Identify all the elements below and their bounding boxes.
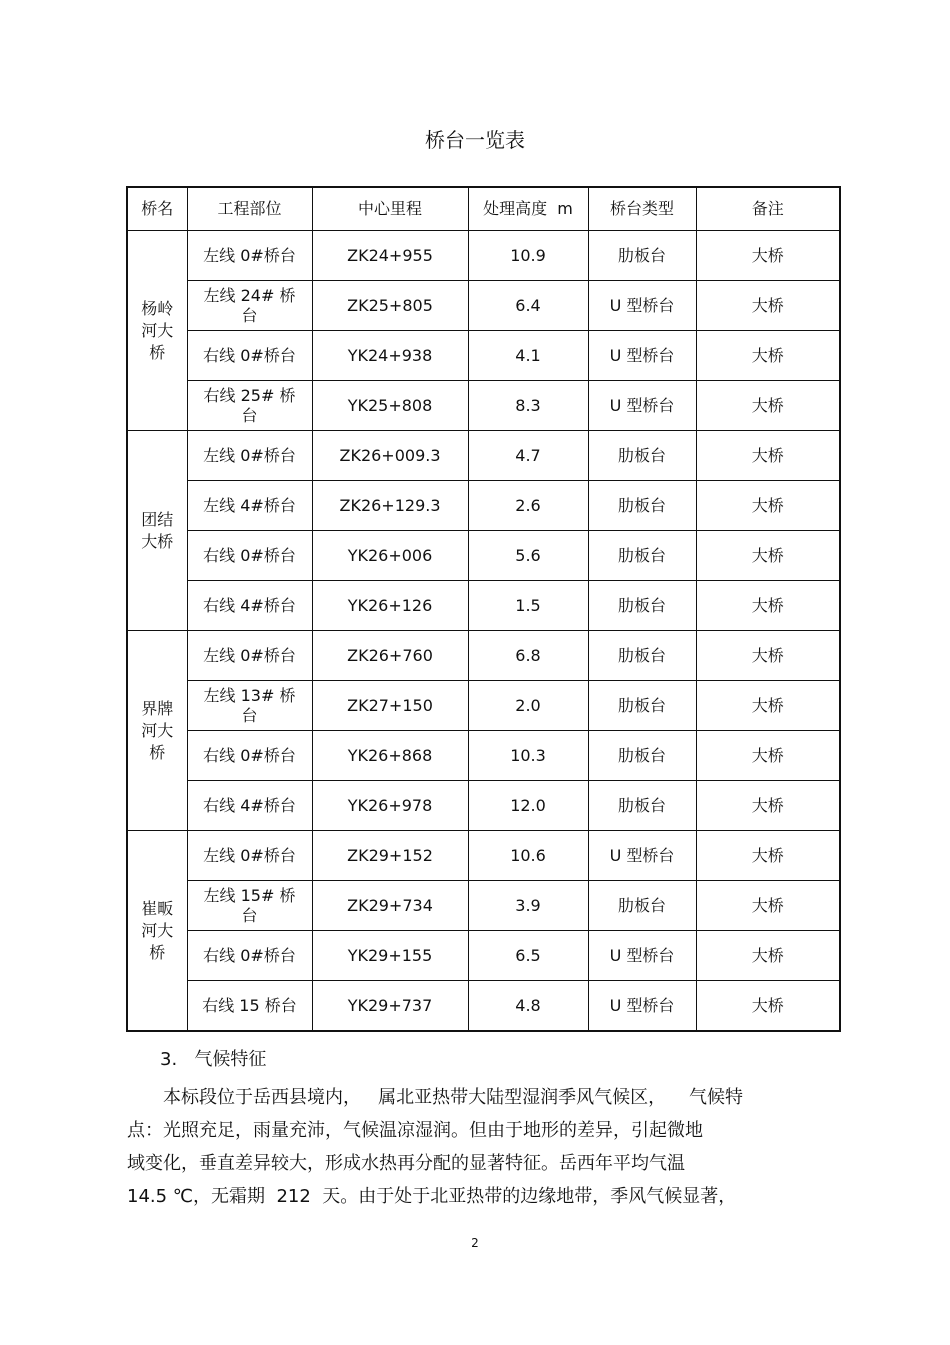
height-cell: 6.4 (468, 281, 588, 331)
location-cell: 左线 0#桥台 (187, 631, 312, 681)
location-cell: 右线 25# 桥 台 (187, 381, 312, 431)
table-row (127, 631, 840, 681)
mileage-cell: YK24+938 (312, 331, 468, 381)
mileage-cell: YK26+868 (312, 731, 468, 781)
mileage-cell: YK26+126 (312, 581, 468, 631)
height-cell: 2.0 (468, 681, 588, 731)
mileage-cell: ZK26+760 (312, 631, 468, 681)
remarks-cell: 大桥 (696, 531, 840, 581)
table-row (127, 931, 840, 981)
table-row (127, 681, 840, 731)
table-row (127, 331, 840, 381)
height-cell: 4.8 (468, 981, 588, 1032)
mileage-cell: YK29+737 (312, 981, 468, 1032)
type-cell: U 型桥台 (588, 981, 696, 1032)
location-cell: 右线 0#桥台 (187, 331, 312, 381)
header-abutment-type: 桥台类型 (588, 187, 696, 231)
height-cell: 10.6 (468, 831, 588, 881)
table-row (127, 781, 840, 831)
mileage-cell: ZK26+009.3 (312, 431, 468, 481)
mileage-cell: ZK25+805 (312, 281, 468, 331)
type-cell: 肋板台 (588, 531, 696, 581)
location-cell: 右线 15 桥台 (187, 981, 312, 1032)
type-cell: U 型桥台 (588, 281, 696, 331)
location-cell: 右线 0#桥台 (187, 531, 312, 581)
remarks-cell: 大桥 (696, 981, 840, 1032)
abutment-table (126, 186, 841, 1032)
header-location: 工程部位 (187, 187, 312, 231)
location-cell: 左线 0#桥台 (187, 231, 312, 281)
location-cell: 左线 13# 桥 台 (187, 681, 312, 731)
mileage-cell: YK26+978 (312, 781, 468, 831)
location-cell: 左线 4#桥台 (187, 481, 312, 531)
table-header-row (127, 187, 840, 231)
table-row (127, 531, 840, 581)
remarks-cell: 大桥 (696, 881, 840, 931)
paragraph-line: 域变化，垂直差异较大，形成水热再分配的显著特征。岳西年平均气温 (127, 1153, 685, 1174)
bridge-name-cell: 杨岭 河大 桥 (127, 231, 187, 431)
type-cell: 肋板台 (588, 431, 696, 481)
remarks-cell: 大桥 (696, 681, 840, 731)
height-cell: 3.9 (468, 881, 588, 931)
remarks-cell: 大桥 (696, 931, 840, 981)
location-cell: 左线 0#桥台 (187, 831, 312, 881)
remarks-cell: 大桥 (696, 731, 840, 781)
type-cell: 肋板台 (588, 881, 696, 931)
header-bridge-name: 桥名 (127, 187, 187, 231)
height-cell: 4.1 (468, 331, 588, 381)
type-cell: U 型桥台 (588, 381, 696, 431)
table-row (127, 281, 840, 331)
location-cell: 右线 4#桥台 (187, 581, 312, 631)
bridge-name-cell: 团结 大桥 (127, 431, 187, 631)
type-cell: 肋板台 (588, 731, 696, 781)
remarks-cell: 大桥 (696, 231, 840, 281)
paragraph-line: 14.5 ℃，无霜期 212 天。由于处于北亚热带的边缘地带，季风气候显著， (127, 1186, 737, 1207)
height-cell: 5.6 (468, 531, 588, 581)
type-cell: 肋板台 (588, 231, 696, 281)
header-treatment-height: 处理高度 m (468, 187, 588, 231)
table-row (127, 581, 840, 631)
height-cell: 1.5 (468, 581, 588, 631)
type-cell: 肋板台 (588, 481, 696, 531)
header-remarks: 备注 (696, 187, 840, 231)
table-row (127, 731, 840, 781)
table-row (127, 231, 840, 281)
table-row (127, 881, 840, 931)
type-cell: U 型桥台 (588, 931, 696, 981)
remarks-cell: 大桥 (696, 781, 840, 831)
remarks-cell: 大桥 (696, 281, 840, 331)
mileage-cell: ZK26+129.3 (312, 481, 468, 531)
table-row (127, 381, 840, 431)
mileage-cell: YK26+006 (312, 531, 468, 581)
remarks-cell: 大桥 (696, 481, 840, 531)
height-cell: 12.0 (468, 781, 588, 831)
mileage-cell: YK29+155 (312, 931, 468, 981)
location-cell: 右线 0#桥台 (187, 731, 312, 781)
section-heading: 3. 气候特征 (160, 1049, 267, 1070)
paragraph-line: 本标段位于岳西县境内， 属北亚热带大陆型湿润季风气候区， 气候特 (163, 1087, 744, 1108)
remarks-cell: 大桥 (696, 381, 840, 431)
location-cell: 左线 15# 桥 台 (187, 881, 312, 931)
mileage-cell: ZK27+150 (312, 681, 468, 731)
height-cell: 6.8 (468, 631, 588, 681)
location-cell: 左线 24# 桥 台 (187, 281, 312, 331)
mileage-cell: ZK24+955 (312, 231, 468, 281)
location-cell: 右线 0#桥台 (187, 931, 312, 981)
table-row (127, 431, 840, 481)
table-body (127, 231, 840, 1032)
page-number: 2 (471, 1236, 479, 1250)
remarks-cell: 大桥 (696, 631, 840, 681)
location-cell: 左线 0#桥台 (187, 431, 312, 481)
table-row (127, 831, 840, 881)
mileage-cell: ZK29+152 (312, 831, 468, 881)
mileage-cell: ZK29+734 (312, 881, 468, 931)
height-cell: 10.9 (468, 231, 588, 281)
remarks-cell: 大桥 (696, 831, 840, 881)
type-cell: 肋板台 (588, 681, 696, 731)
type-cell: U 型桥台 (588, 331, 696, 381)
remarks-cell: 大桥 (696, 581, 840, 631)
type-cell: 肋板台 (588, 781, 696, 831)
remarks-cell: 大桥 (696, 431, 840, 481)
height-cell: 8.3 (468, 381, 588, 431)
paragraph-line: 点：光照充足，雨量充沛，气候温凉湿润。但由于地形的差异，引起微地 (127, 1120, 703, 1141)
table-row (127, 981, 840, 1032)
table-title: 桥台一览表 (425, 128, 525, 152)
climate-paragraph (127, 1081, 832, 1213)
height-cell: 6.5 (468, 931, 588, 981)
header-center-mileage: 中心里程 (312, 187, 468, 231)
height-cell: 10.3 (468, 731, 588, 781)
height-cell: 2.6 (468, 481, 588, 531)
location-cell: 右线 4#桥台 (187, 781, 312, 831)
bridge-name-cell: 界牌 河大 桥 (127, 631, 187, 831)
height-cell: 4.7 (468, 431, 588, 481)
type-cell: 肋板台 (588, 581, 696, 631)
mileage-cell: YK25+808 (312, 381, 468, 431)
type-cell: 肋板台 (588, 631, 696, 681)
table-row (127, 481, 840, 531)
bridge-name-cell: 崔畈 河大 桥 (127, 831, 187, 1032)
type-cell: U 型桥台 (588, 831, 696, 881)
remarks-cell: 大桥 (696, 331, 840, 381)
